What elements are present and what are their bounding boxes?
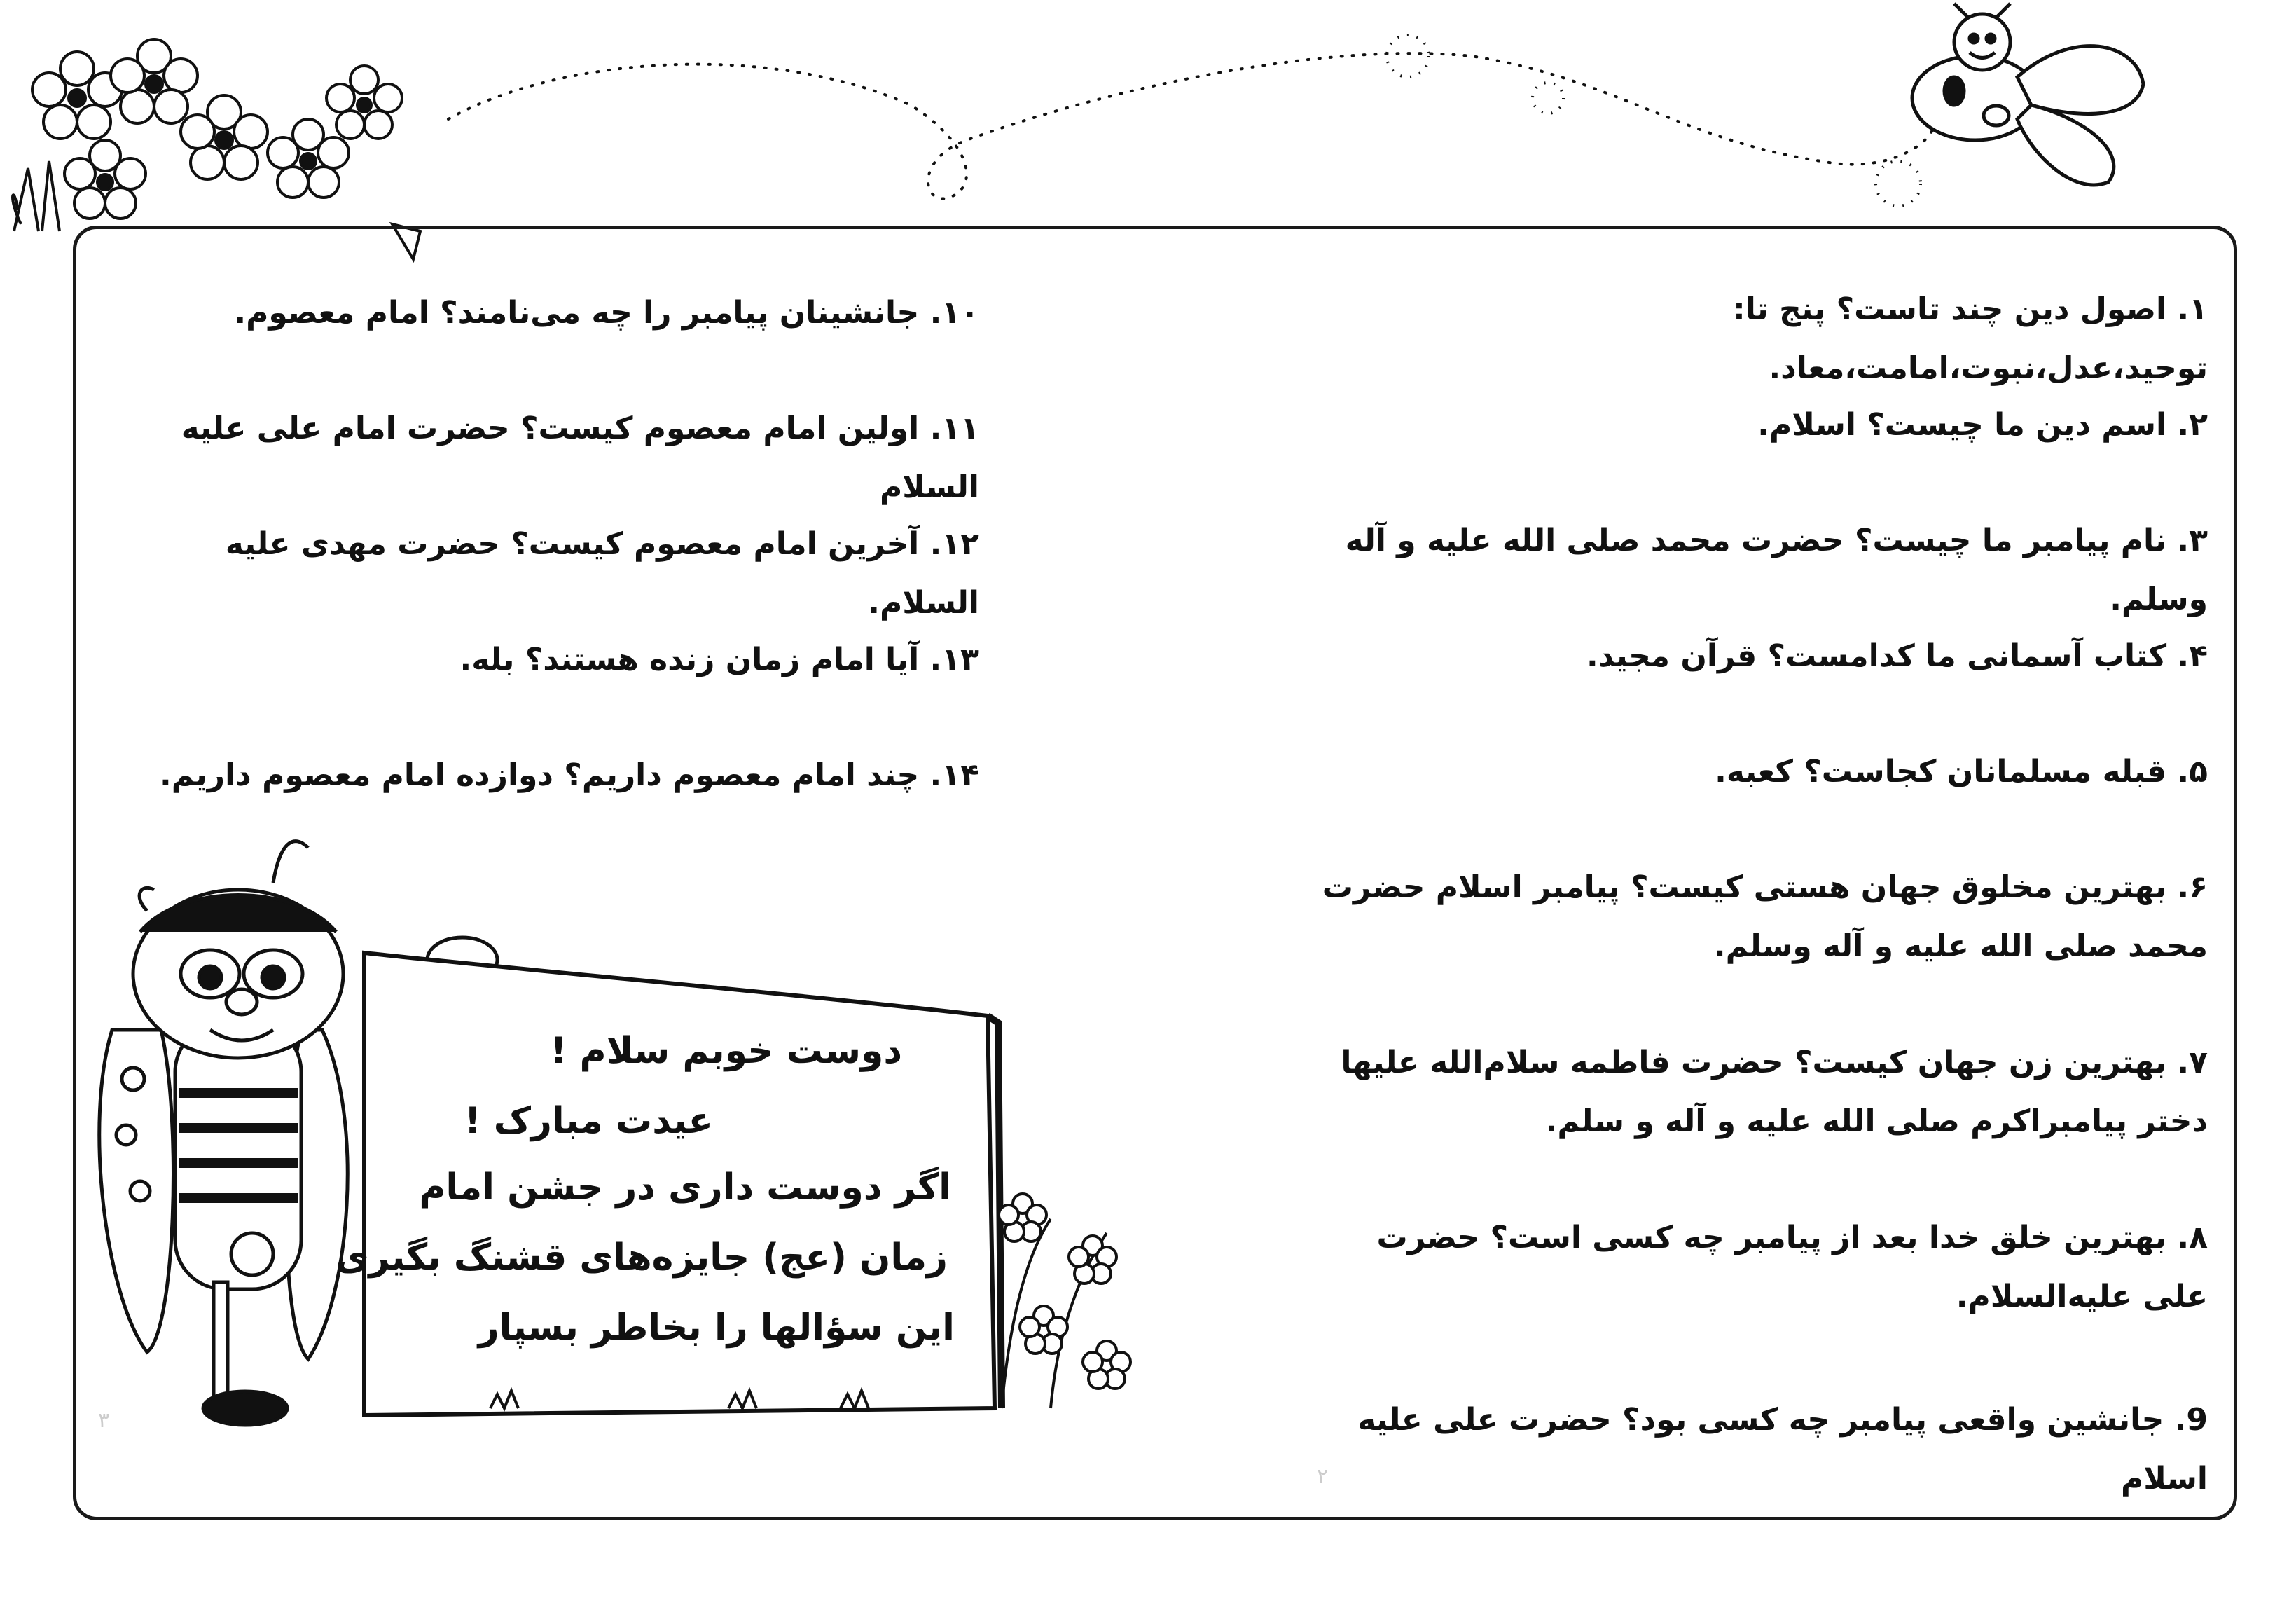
question-4: ۴. کتاب آسمانی ما کدامست؟ قرآن مجید.: [1586, 638, 2208, 674]
question-5: ۵. قبله مسلمانان کجاست؟ کعبه.: [1715, 754, 2208, 790]
question-12: ۱۲. آخرین امام معصوم کیست؟ حضرت مهدی علیه السلام.: [225, 526, 979, 621]
question-14: ۱۴. چند امام معصوم داریم؟ دوازده امام معصوم داریم.: [160, 757, 979, 793]
question-11: ۱۱. اولین امام معصوم کیست؟ حضرت امام علی علیه السلام: [181, 411, 979, 505]
question-7: ۷. بهترین زن جهان کیست؟ حضرت فاطمه سلام‌الله علیها دختر پیامبراکرم صلی الله علیه و آله و سلم.: [1341, 1045, 2208, 1139]
page-number-left: ۳: [98, 1408, 110, 1433]
question-10: ۱۰. جانشینان پیامبر را چه می‌نامند؟ امام معصوم.: [234, 295, 979, 331]
sign-line-5: این سؤالها را بخاطر بسپار: [478, 1307, 955, 1349]
butterfly-icon: [1912, 4, 2143, 185]
sign-line-1: دوست خوبم سلام !: [550, 1030, 902, 1072]
question-9: 9. جانشین واقعی پیامبر چه کسی بود؟ حضرت علی علیه اسلام: [1357, 1402, 2208, 1497]
sign-line-2: عیدت مبارک !: [464, 1100, 713, 1142]
question-6: ۶. بهترین مخلوق جهان هستی کیست؟ پیامبر اسلام حضرت محمد صلی الله علیه و آله وسلم.: [1322, 869, 2208, 964]
question-8: ۸. بهترین خلق خدا بعد از پیامبر چه کسی است؟ حضرت علی علیه‌السلام.: [1376, 1220, 2208, 1314]
sign-line-3: اگر دوست داری در جشن امام: [419, 1167, 951, 1209]
question-1: ۱. اصول دین چند تاست؟ پنج تا: توحید،عدل،نبوت،امامت،معاد.: [1733, 291, 2208, 386]
question-2: ۲. اسم دین ما چیست؟ اسلام.: [1757, 407, 2208, 443]
sign-line-4: زمان (عج) جایزه‌های قشنگ بگیری: [335, 1237, 948, 1279]
question-13: ۱۳. آیا امام زمان زنده هستند؟ بله.: [459, 642, 979, 677]
question-3: ۳. نام پیامبر ما چیست؟ حضرت محمد صلی الله علیه و آله وسلم.: [1345, 523, 2208, 617]
page-number-right: ۲: [1317, 1464, 1329, 1489]
